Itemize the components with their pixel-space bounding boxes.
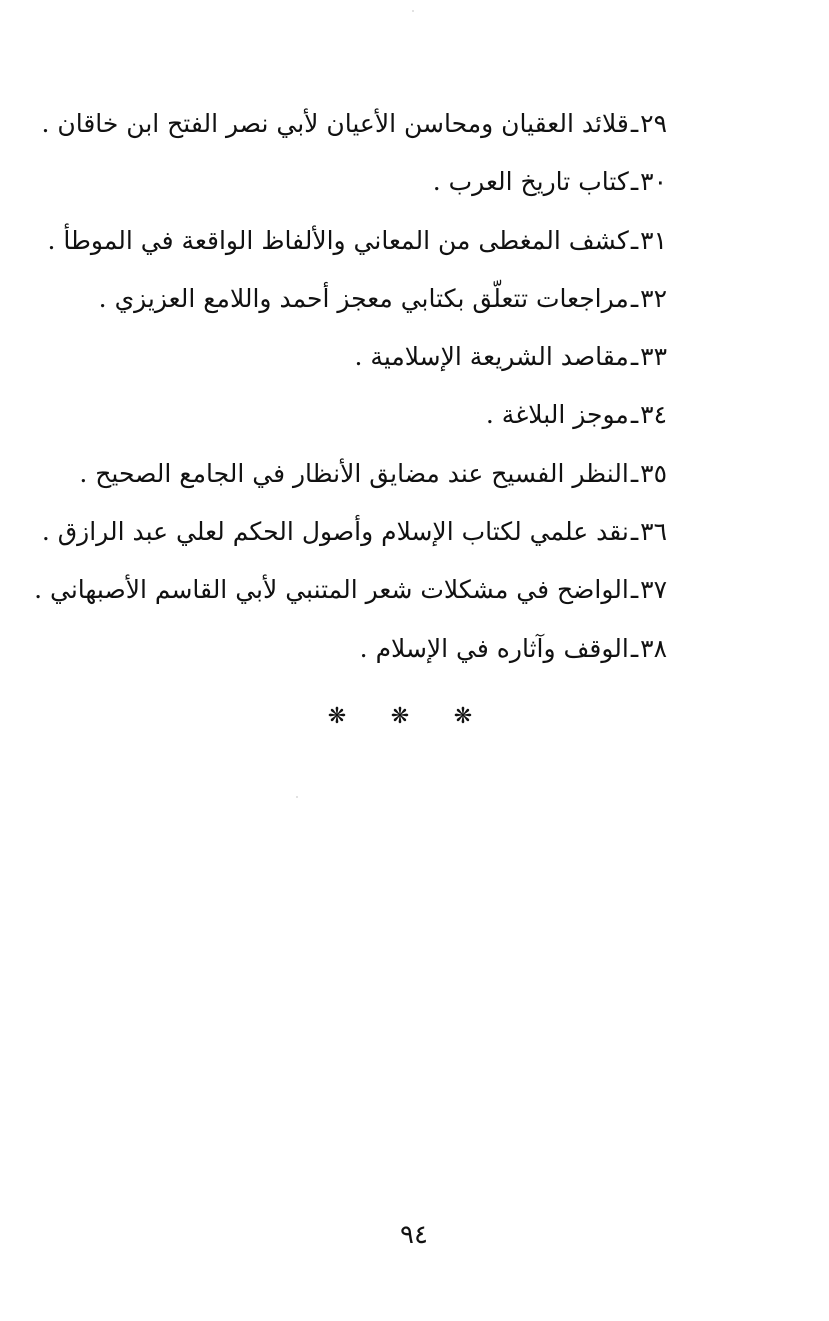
asterism-ornament-icon: ❋ <box>453 704 473 729</box>
item-dash: ـ <box>630 633 639 663</box>
item-title: كتاب تاريخ العرب . <box>432 167 629 197</box>
item-title: مقاصد الشريعة الإسلامية . <box>354 342 629 372</box>
item-title: قلائد العقيان ومحاسن الأعيان لأبي نصر الفتح ابن خاقان . <box>41 109 629 138</box>
item-number: ٣٠ <box>640 167 667 197</box>
bibliography-list <box>34 98 667 681</box>
list-item <box>67 156 667 214</box>
list-item <box>67 389 667 447</box>
list-item <box>67 623 667 681</box>
item-number: ٣٥ <box>640 458 667 488</box>
paper-speck <box>412 10 414 12</box>
item-number: ٣٦ <box>640 517 667 547</box>
page-number: ٩٤ <box>400 1220 428 1250</box>
section-divider <box>320 700 480 734</box>
asterism-ornament-icon: ❋ <box>390 704 410 729</box>
item-dash: ـ <box>630 458 639 488</box>
list-item <box>67 331 667 389</box>
list-item <box>67 273 667 331</box>
item-dash: ـ <box>630 575 639 605</box>
item-number: ٢٩ <box>640 109 667 138</box>
item-dash: ـ <box>630 225 639 255</box>
item-number: ٣٢ <box>640 283 667 313</box>
list-item <box>41 98 667 156</box>
item-title: نقد علمي لكتاب الإسلام وأصول الحكم لعلي عبد الرازق . <box>41 517 629 547</box>
list-item <box>47 215 667 273</box>
list-item <box>41 506 667 564</box>
item-dash: ـ <box>630 167 639 197</box>
item-dash: ـ <box>630 342 639 372</box>
item-dash: ـ <box>630 517 639 547</box>
item-number: ٣١ <box>640 225 667 255</box>
item-title: كشف المغطى من المعاني والألفاظ الواقعة في الموطأ . <box>47 225 629 255</box>
item-dash: ـ <box>630 283 639 313</box>
item-title: موجز البلاغة . <box>485 400 629 430</box>
paper-speck <box>296 796 298 798</box>
list-item <box>67 448 667 506</box>
item-dash: ـ <box>630 400 639 430</box>
item-title: الواضح في مشكلات شعر المتنبي لأبي القاسم الأصبهاني . <box>34 575 629 605</box>
asterism-ornament-icon: ❋ <box>327 704 347 729</box>
item-dash: ـ <box>630 109 639 138</box>
list-item <box>34 564 667 622</box>
item-title: الوقف وآثاره في الإسلام . <box>359 633 629 663</box>
item-title: النظر الفسيح عند مضايق الأنظار في الجامع الصحيح . <box>79 458 629 488</box>
item-number: ٣٨ <box>640 633 667 663</box>
item-number: ٣٧ <box>640 575 667 605</box>
item-number: ٣٣ <box>640 342 667 372</box>
item-title: مراجعات تتعلّق بكتابي معجز أحمد واللامع العزيزي . <box>98 283 629 313</box>
item-number: ٣٤ <box>640 400 667 430</box>
